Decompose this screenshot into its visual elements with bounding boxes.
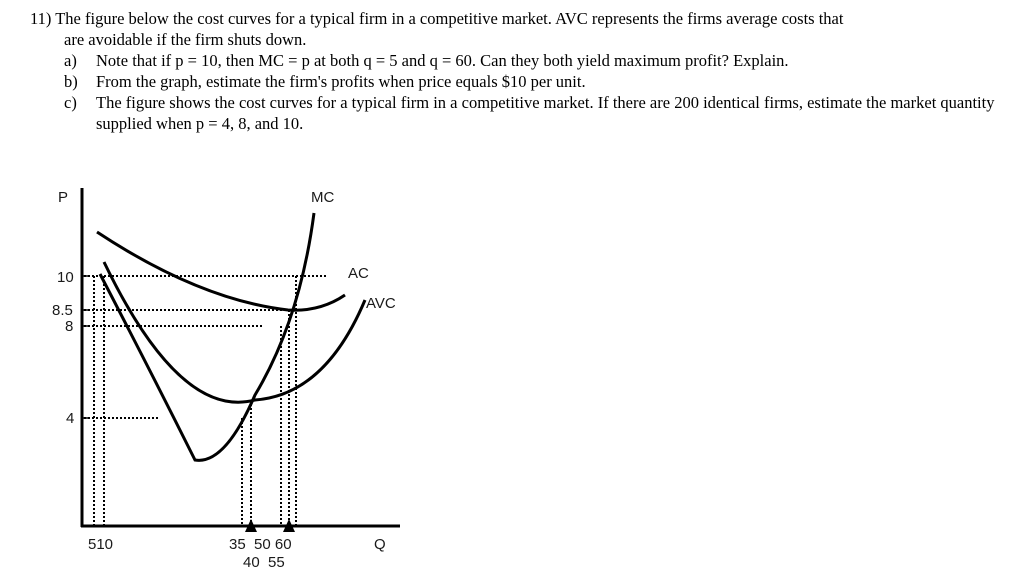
question-number: 11) xyxy=(30,9,52,28)
item-text: Note that if p = 10, then MC = p at both q = 5 and q = 60. Can they both yield maximum profit? Explain. xyxy=(96,51,789,70)
mc-label: MC xyxy=(311,189,335,206)
x-ticks-row2: 35 50 60 xyxy=(229,536,292,553)
x-ticks-row1: 510 xyxy=(88,536,114,553)
item-letter: b) xyxy=(64,72,78,91)
x-axis-label: Q xyxy=(374,536,386,553)
y-tick-8: 8 xyxy=(65,318,74,335)
avc-label: AVC xyxy=(366,295,396,312)
question-intro-line-2: are avoidable if the firm shuts down. xyxy=(64,30,307,49)
quantity-guides xyxy=(94,276,296,526)
y-tick-8-5: 8.5 xyxy=(52,302,73,319)
question-intro-text: The figure below the cost curves for a typical firm in a competitive market. AVC represents the firms average costs that xyxy=(55,9,844,28)
ac-label: AC xyxy=(348,265,369,282)
x-ticks-row3: 40 55 xyxy=(243,554,285,571)
y-tick-4: 4 xyxy=(66,410,75,427)
y-tick-10: 10 xyxy=(57,269,74,286)
item-letter: a) xyxy=(64,51,77,70)
avc-curve xyxy=(104,262,365,402)
item-text: The figure shows the cost curves for a typical firm in a competitive market. If there are 200 identical firms, estimate the market quantity supplied when p = 4, 8, and 10. xyxy=(96,93,995,133)
y-axis-label: P xyxy=(58,189,69,206)
item-letter: c) xyxy=(64,93,77,112)
item-text: From the graph, estimate the firm's profits when price equals $10 per unit. xyxy=(96,72,586,91)
